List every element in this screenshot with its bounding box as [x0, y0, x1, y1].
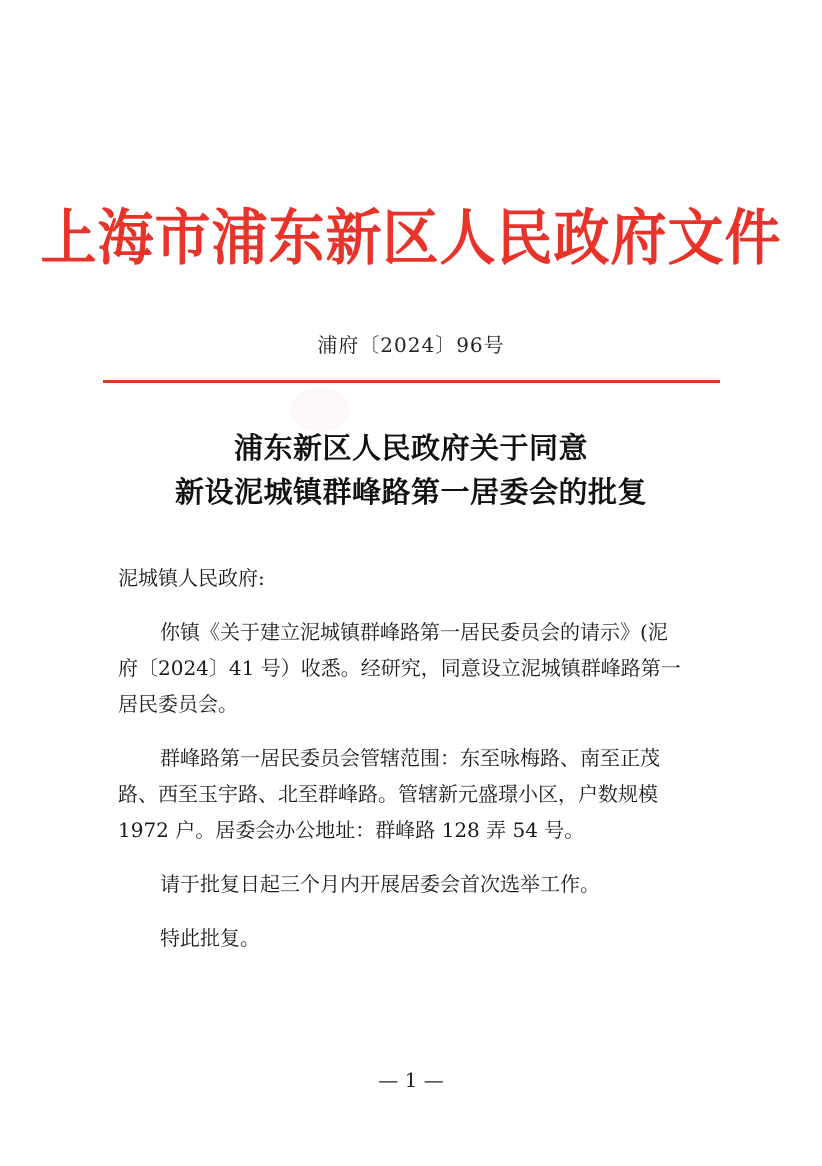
document-number: 浦府〔2024〕96号	[317, 333, 505, 357]
document-masthead: 上海市浦东新区人民政府文件	[40, 202, 782, 274]
paragraph-1-line-2: 府〔2024〕41 号）收悉。经研究，同意设立泥城镇群峰路第一	[118, 656, 681, 680]
page-number: — 1 —	[378, 1068, 444, 1092]
paragraph-election: 请于批复日起三个月内开展居委会首次选举工作。	[160, 872, 600, 896]
document-title	[0, 426, 822, 514]
red-separator-rule	[103, 380, 720, 383]
salutation: 泥城镇人民政府:	[118, 566, 265, 590]
paragraph-1-line-1: 你镇《关于建立泥城镇群峰路第一居民委员会的请示》(泥	[160, 620, 668, 644]
paragraph-jurisdiction	[118, 740, 728, 848]
paragraph-closing: 特此批复。	[160, 926, 260, 950]
paragraph-2-line-2: 路、西至玉宇路、北至群峰路。管辖新元盛璟小区，户数规模	[118, 782, 658, 806]
paragraph-2-line-1: 群峰路第一居民委员会管辖范围：东至咏梅路、南至正茂	[160, 746, 660, 770]
paragraph-1-line-3: 居民委员会。	[118, 692, 238, 716]
title-line-2: 新设泥城镇群峰路第一居委会的批复	[174, 475, 647, 509]
paragraph-2-line-3: 1972 户。居委会办公地址：群峰路 128 弄 54 号。	[118, 818, 585, 842]
paragraph-request-acknowledged	[118, 614, 728, 722]
title-line-1: 浦东新区人民政府关于同意	[233, 431, 588, 465]
document-body	[118, 560, 728, 974]
